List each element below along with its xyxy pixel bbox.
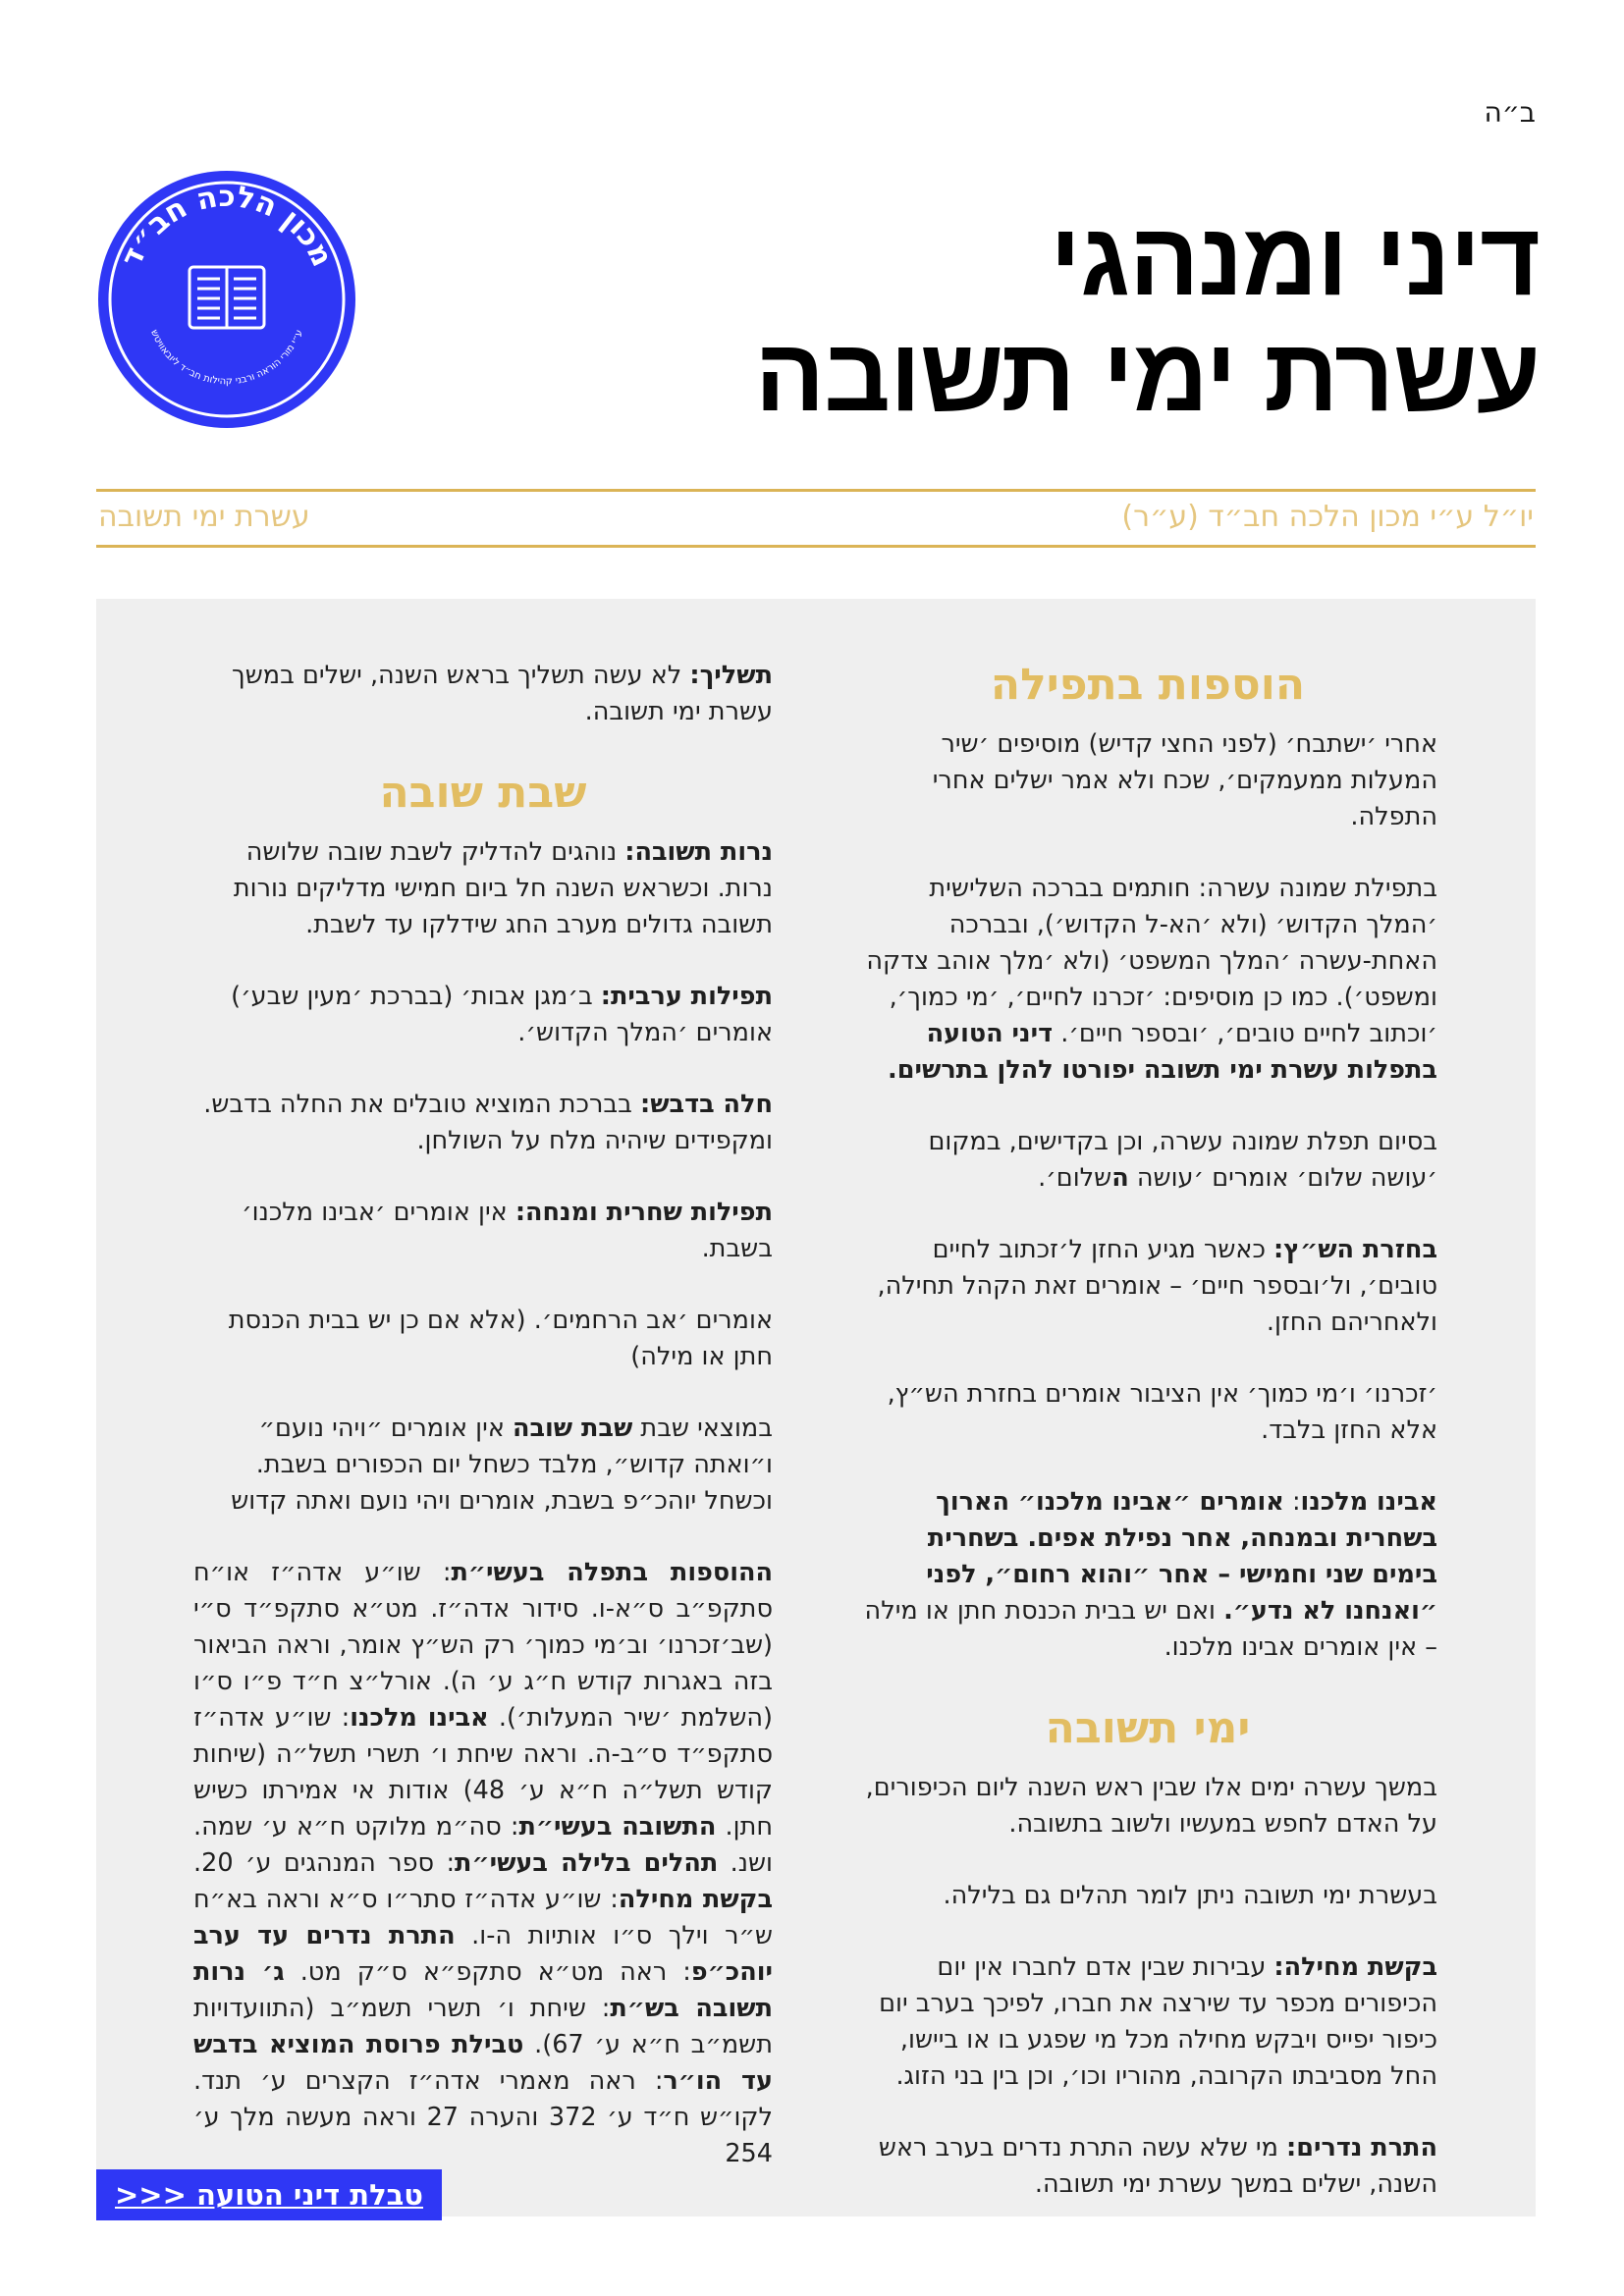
paragraph-text: אין אומרים ״ויהי נועם״ ו״ואתה קדוש״, מלבד כשחל יום הכפורים בשבת. וכשחל יוהכ״פ בשבת, אומרים ויהי נועם ואתה קדוש [231,1414,773,1516]
paragraph-text: אין אומרים ׳אבינו מלכנו׳ בשבת. [242,1198,773,1263]
paragraph-text: : [1283,1487,1301,1517]
paragraph-bold: נרות תשובה: [624,837,773,867]
paragraph-bold: ה [1111,1163,1129,1193]
paragraph-shir-hamaalot: אחרי ׳ישתבח׳ (לפני החצי קדיש) מוסיפים ׳שיר המעלות ממעמקים׳, שכח ולא אמר ישלים אחרי התפלה. [932,729,1437,831]
paragraph-text: שלום׳. [1038,1163,1112,1193]
paragraph-asking-forgiveness [858,1949,1437,2095]
paragraph-oseh-hashalom [858,1124,1437,1197]
paragraph-text: ב׳מגן אבות׳ (בברכת ׳מעין שבע׳) אומרים ׳המלך הקדוש׳. [231,982,773,1047]
paragraph-bold: שבת שובה [512,1414,633,1443]
paragraph-shacharit-mincha [193,1195,773,1267]
page-title [755,201,1540,433]
subtitle-band [96,489,1536,548]
paragraph-tehillim-at-night: בעשרת ימי תשובה ניתן לומר תהלים גם בלילה. [943,1881,1437,1910]
paragraph-tashlich [193,658,773,730]
paragraph-text: נוהגים להדליק לשבת שובה שלושה נרות. וכשראש השנה חל ביום חמישי מדליקים נורות תשובה גדולים מערב החג שידלקו עד לשבת. [233,837,773,939]
source-text: : ראה מאמרי אדה״ז הקצרים ע׳ תנד. לקו״ש ח״ד ע׳ 372 והערה 27 וראה מעשה מלך ע׳ 254 [193,2066,774,2168]
page-title-line-2: עשרת ימי תשובה [754,317,1540,433]
source-bold: תהלים בלילה בעשי״ת [455,1848,719,1878]
source-bold: ההוספות בתפלה בעשי״ת [451,1558,773,1587]
page-title-line-1: דיני ומנהגי [1050,201,1540,317]
section-heading-shabbat-shuva: שבת שובה [379,768,587,818]
paragraph-bold: התרת נדרים: [1286,2133,1437,2163]
sources-paragraph [193,1555,773,2172]
paragraph-text: ואם יש בבית הכנסת חתן או מילה – אין אומרים אבינו מלכנו. [864,1596,1437,1662]
source-text: : שו״ע אדה״ז סתקפ״ד ס״ב-ה. וראה שיחת ו׳ תשרי תשל״ה (שיחות קודש תשל״ה ח״א ע׳ 48) אודות אי אמירתו כשיש חתן. [193,1703,773,1842]
source-bold: בקשת מחילה [618,1885,773,1914]
paragraph-bold: תשליך: [689,661,773,690]
left-column [193,658,773,2208]
source-text: : שיחת ו׳ תשרי תשמ״ב (התוועדויות תשמ״ב ח״א ע׳ 67). [193,1994,773,2059]
seal-text-bottom: ע״י מורי הוראה ורבני קהילות חב״ד ליובאוויטש [148,328,305,388]
bh-mark: ב״ה [1484,96,1536,129]
source-bold: התרת נדרים עד ערב יוהכ״פ [193,1921,773,1987]
paragraph-bold: תפילות ערבית: [600,982,773,1011]
source-bold: התשובה בעשי״ת [518,1812,717,1842]
paragraph-teshuva-candles [193,834,773,943]
paragraph-text: בברכת המוציא טובלים את החלה בדבש. ומקפידים שיהיה מלח על השולחן. [203,1090,773,1155]
source-text: : סה״מ מלוקט ח״א ע׳ שמה. ושנ. [193,1812,773,1878]
paragraph-text: מי שלא עשה התרת נדרים בערב ראש השנה, ישלים במשך עשרת ימי תשובה. [878,2133,1437,2199]
paragraph-ten-days: במשך עשרה ימים אלו שבין ראש השנה ליום הכיפורים, על האדם לחפש במעשיו ולשוב בתשובה. [865,1773,1437,1839]
publisher-credit: יו״ל ע״י מכון הלכה חב״ד (ע״ר) [1121,500,1534,534]
error-table-link-button[interactable]: טבלת דיני הטועה <<< [96,2169,442,2220]
source-text: : ספר המנהגים ע׳ 20. [193,1848,456,1878]
source-text: : ראה מט״א סתקפ״א ס״ק מט. [284,1957,691,1987]
right-column [858,658,1437,2238]
paragraph-bold: בקשת מחילה: [1273,1952,1437,1982]
paragraph-avinu-malkenu [858,1484,1437,1666]
paragraph-bold: אומרים ״אבינו מלכנו״ הארוך בשחרית ובמנחה, אחר נפילת אפים. בשחרית בימים שני וחמישי – אחר ״והוא רחום״, לפני ״ואנחנו לא נדע״. [926,1487,1437,1626]
paragraph-bold: בחזרת הש״ץ: [1273,1235,1437,1264]
section-heading-prayer-additions: הוספות בתפילה [990,660,1306,710]
paragraph-shmone-esre [858,871,1437,1089]
seal-text-top: מכון הלכה חב״ד [114,179,340,273]
paragraph-arvit [193,979,773,1051]
paragraph-bold: דיני הטועה בתפלות עשרת ימי תשובה יפורטו להלן בתרשים. [888,1019,1437,1085]
paragraph-zochrenu: ׳זכרנו׳ ו׳מי כמוך׳ אין הציבור אומרים בחזרת הש״ץ, אלא החזן בלבד. [887,1379,1437,1445]
paragraph-challah-honey [193,1087,773,1159]
source-bold: אבינו מלכנו [350,1703,489,1733]
source-text: : שו״ע אדה״ז סתר״ו ס״א וראה בא״ח ש״ר וילך ס״ו אותיות ה-ו. [193,1885,773,1950]
paragraph-av-harachamim: אומרים ׳אב הרחמים׳. (אלא אם כן יש בבית הכנסת חתן או מילה) [228,1306,773,1371]
paragraph-text: בתפילת שמונה עשרה: חותמים בברכה השלישית ׳המלך הקדוש׳ (ולא ׳הא-ל הקדוש׳), ובברכה האחת-עשרה ׳המלך המשפט׳ (ולא ׳מלך אוהב צדקה ומשפט׳). כמו כן מוסיפים: ׳זכרנו לחיים׳, ׳מי כמוך׳, ׳וכתוב לחיים טובים׳, ׳ובספר חיים׳. [866,874,1437,1048]
institute-seal-logo [96,169,357,430]
paragraph-motzaei-shabbat [193,1411,773,1520]
source-bold: טבילת פרוסת המוציא בדבש עד הו״ר [193,2030,773,2096]
content-panel [96,599,1536,2216]
section-heading-days-of-repentance: ימי תשובה [1045,1703,1251,1753]
paragraph-chazarat-hashatz [858,1232,1437,1341]
paragraph-bold: אבינו מלכנו [1300,1487,1437,1517]
paragraph-text: כאשר מגיע החזן ל׳זכתוב לחיים טובים׳, ול׳ובספר חיים׳ – אומרים זאת הקהל תחילה, ולאחריהם החזן. [877,1235,1437,1337]
source-text: : שו״ע אדה״ז או״ח סתקפ״ב ס״א-ו. סידור אדה״ז. מט״א סתקפ״ד ס״י (שב׳זכרנו׳ וב׳מי כמוך׳ רק הש״ץ אומר, וראה הביאור בזה באגרות קודש ח״ג ע׳ ה). אורל״צ ח״ד פ״ו ס״ו (השלמת ׳שיר המעלות׳). [193,1558,773,1733]
paragraph-text: עבירות שבין אדם לחברו אין יום הכיפורים מכפר עד שירצה את חברו, לפיכך בערב יום כיפור יפייס ויבקש מחילה מכל מי שפגע בו או ביישו, החל מסביבתו הקרובה, מהוריו וכו׳, וכן בין בני הזוג. [879,1952,1437,2091]
paragraph-text: בסיום תפלת שמונה עשרה, וכן בקדישים, במקום ׳עושה שלום׳ אומרים ׳עושה [928,1127,1437,1193]
source-bold: ג׳ נרות תשובה בש״ת [193,1957,773,2023]
paragraph-bold: תפילות שחרית ומנחה: [514,1198,773,1227]
running-title: עשרת ימי תשובה [98,500,310,534]
paragraph-text: לא עשה תשליך בראש השנה, ישלים במשך עשרת ימי תשובה. [232,661,773,726]
paragraph-bold: חלה בדבש: [640,1090,773,1119]
paragraph-text: במוצאי שבת [632,1414,773,1443]
paragraph-hatarat-nedarim [858,2130,1437,2203]
